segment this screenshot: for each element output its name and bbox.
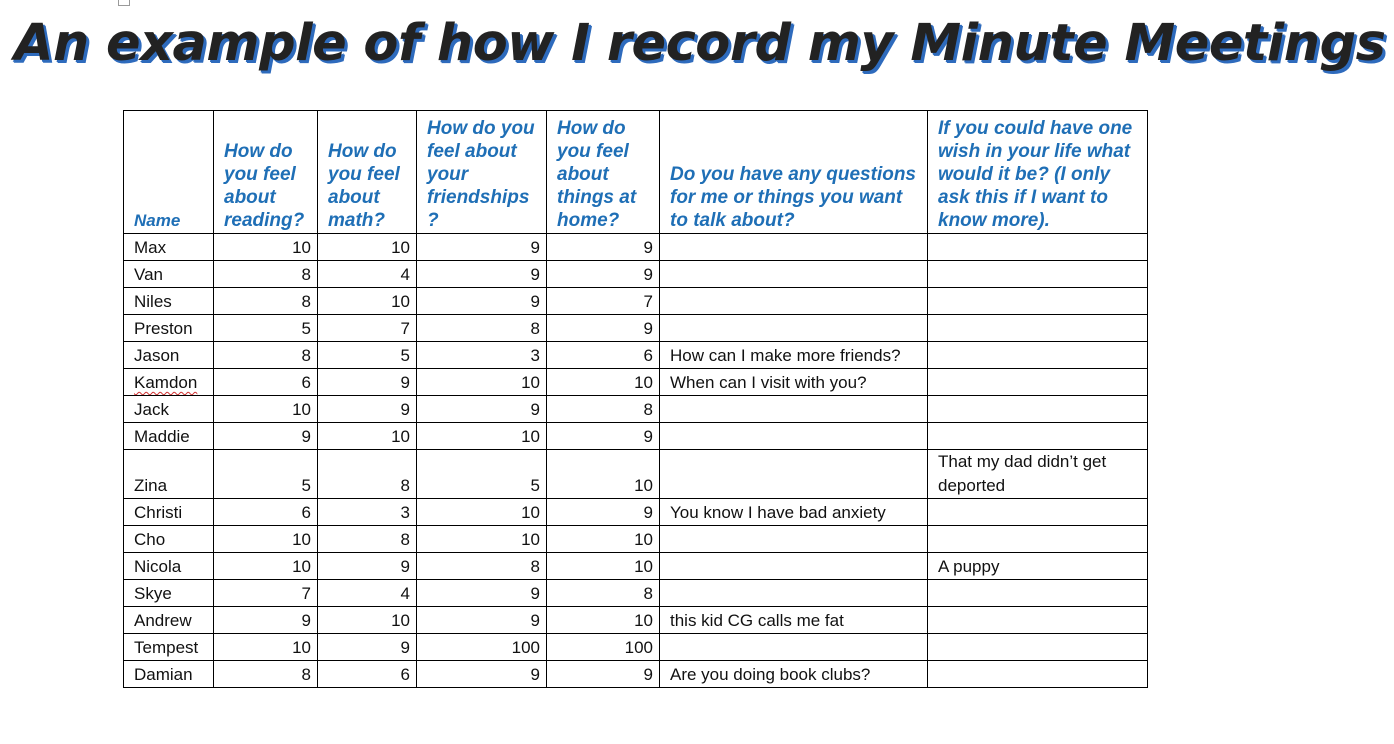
cell-friendships: 9 xyxy=(417,288,547,315)
cell-reading: 8 xyxy=(214,288,318,315)
cell-questions xyxy=(660,261,928,288)
cell-math: 10 xyxy=(318,288,417,315)
cell-wish: A puppy xyxy=(928,553,1148,580)
cell-wish xyxy=(928,634,1148,661)
cell-questions: When can I visit with you? xyxy=(660,369,928,396)
cell-name: Niles xyxy=(124,288,214,315)
cell-questions xyxy=(660,553,928,580)
table-row xyxy=(124,553,1148,580)
cell-home: 10 xyxy=(547,553,660,580)
cell-reading: 5 xyxy=(214,450,318,499)
cell-friendships: 10 xyxy=(417,499,547,526)
cell-friendships: 9 xyxy=(417,661,547,688)
table-row xyxy=(124,634,1148,661)
cell-home: 100 xyxy=(547,634,660,661)
cell-questions xyxy=(660,234,928,261)
cell-home: 10 xyxy=(547,369,660,396)
cell-questions xyxy=(660,396,928,423)
page-title: An example of how I record my Minute Meetings xyxy=(14,14,1386,73)
cell-wish xyxy=(928,342,1148,369)
cell-home: 9 xyxy=(547,499,660,526)
cell-home: 9 xyxy=(547,423,660,450)
cell-reading: 5 xyxy=(214,315,318,342)
cell-reading: 10 xyxy=(214,234,318,261)
cell-wish xyxy=(928,526,1148,553)
cell-reading: 10 xyxy=(214,396,318,423)
minute-meetings-table xyxy=(123,110,1148,688)
cell-questions xyxy=(660,315,928,342)
cell-home: 9 xyxy=(547,234,660,261)
cell-wish xyxy=(928,369,1148,396)
cell-math: 9 xyxy=(318,396,417,423)
table-row xyxy=(124,450,1148,499)
cell-name: Zina xyxy=(124,450,214,499)
cell-wish xyxy=(928,607,1148,634)
cell-math: 10 xyxy=(318,423,417,450)
cell-friendships: 9 xyxy=(417,396,547,423)
table-row xyxy=(124,526,1148,553)
table-row xyxy=(124,342,1148,369)
table-row xyxy=(124,423,1148,450)
cell-questions xyxy=(660,288,928,315)
cell-reading: 10 xyxy=(214,553,318,580)
cell-name xyxy=(124,369,214,396)
cell-reading: 8 xyxy=(214,342,318,369)
cell-wish xyxy=(928,580,1148,607)
cell-reading: 10 xyxy=(214,634,318,661)
cell-questions xyxy=(660,580,928,607)
cell-friendships: 10 xyxy=(417,423,547,450)
header-row xyxy=(124,111,1148,234)
cell-home: 10 xyxy=(547,526,660,553)
cell-wish: That my dad didn’t get deported xyxy=(928,450,1148,499)
table-row xyxy=(124,315,1148,342)
cell-name: Tempest xyxy=(124,634,214,661)
cell-name: Cho xyxy=(124,526,214,553)
cell-wish xyxy=(928,315,1148,342)
cell-reading: 8 xyxy=(214,661,318,688)
cell-name: Jack xyxy=(124,396,214,423)
cell-name: Max xyxy=(124,234,214,261)
cell-questions xyxy=(660,423,928,450)
cell-math: 4 xyxy=(318,261,417,288)
cell-math: 9 xyxy=(318,369,417,396)
cell-reading: 6 xyxy=(214,369,318,396)
cell-home: 8 xyxy=(547,580,660,607)
table-row xyxy=(124,261,1148,288)
table-row xyxy=(124,499,1148,526)
text-boundary-mark xyxy=(118,0,130,6)
cell-friendships: 100 xyxy=(417,634,547,661)
cell-name: Damian xyxy=(124,661,214,688)
cell-math: 9 xyxy=(318,553,417,580)
cell-wish xyxy=(928,499,1148,526)
column-header-reading: How do you feel about reading? xyxy=(214,111,318,234)
cell-reading: 9 xyxy=(214,423,318,450)
cell-home: 8 xyxy=(547,396,660,423)
cell-name: Van xyxy=(124,261,214,288)
cell-home: 10 xyxy=(547,607,660,634)
cell-reading: 7 xyxy=(214,580,318,607)
cell-questions: You know I have bad anxiety xyxy=(660,499,928,526)
cell-questions: Are you doing book clubs? xyxy=(660,661,928,688)
cell-friendships: 8 xyxy=(417,315,547,342)
cell-friendships: 9 xyxy=(417,234,547,261)
cell-name: Andrew xyxy=(124,607,214,634)
cell-math: 6 xyxy=(318,661,417,688)
cell-math: 3 xyxy=(318,499,417,526)
cell-friendships: 10 xyxy=(417,369,547,396)
column-header-wish: If you could have one wish in your life what would it be? (I only ask this if I want to know more). xyxy=(928,111,1148,234)
cell-wish xyxy=(928,661,1148,688)
spellcheck-flag: Kamdon xyxy=(134,373,198,392)
cell-friendships: 9 xyxy=(417,580,547,607)
table-row xyxy=(124,288,1148,315)
cell-home: 9 xyxy=(547,315,660,342)
cell-name: Jason xyxy=(124,342,214,369)
cell-name: Preston xyxy=(124,315,214,342)
cell-friendships: 9 xyxy=(417,261,547,288)
table-row xyxy=(124,234,1148,261)
cell-reading: 6 xyxy=(214,499,318,526)
cell-questions xyxy=(660,450,928,499)
cell-math: 7 xyxy=(318,315,417,342)
cell-friendships: 9 xyxy=(417,607,547,634)
cell-name: Skye xyxy=(124,580,214,607)
cell-math: 8 xyxy=(318,450,417,499)
cell-friendships: 8 xyxy=(417,553,547,580)
table-row xyxy=(124,580,1148,607)
cell-friendships: 3 xyxy=(417,342,547,369)
cell-home: 9 xyxy=(547,661,660,688)
cell-math: 8 xyxy=(318,526,417,553)
table-row xyxy=(124,369,1148,396)
table-row xyxy=(124,396,1148,423)
cell-wish xyxy=(928,423,1148,450)
column-header-home: How do you feel about things at home? xyxy=(547,111,660,234)
column-header-math: How do you feel about math? xyxy=(318,111,417,234)
cell-questions xyxy=(660,634,928,661)
table-row xyxy=(124,607,1148,634)
cell-math: 9 xyxy=(318,634,417,661)
cell-wish xyxy=(928,396,1148,423)
cell-name: Maddie xyxy=(124,423,214,450)
cell-reading: 10 xyxy=(214,526,318,553)
cell-questions: How can I make more friends? xyxy=(660,342,928,369)
cell-reading: 9 xyxy=(214,607,318,634)
cell-home: 6 xyxy=(547,342,660,369)
table-row xyxy=(124,661,1148,688)
cell-wish xyxy=(928,261,1148,288)
cell-math: 10 xyxy=(318,607,417,634)
cell-name: Nicola xyxy=(124,553,214,580)
cell-questions: this kid CG calls me fat xyxy=(660,607,928,634)
cell-math: 10 xyxy=(318,234,417,261)
cell-wish xyxy=(928,234,1148,261)
cell-reading: 8 xyxy=(214,261,318,288)
cell-friendships: 5 xyxy=(417,450,547,499)
cell-home: 10 xyxy=(547,450,660,499)
cell-name: Christi xyxy=(124,499,214,526)
cell-questions xyxy=(660,526,928,553)
cell-math: 4 xyxy=(318,580,417,607)
cell-math: 5 xyxy=(318,342,417,369)
column-header-friendships: How do you feel about your friendships ? xyxy=(417,111,547,234)
cell-wish xyxy=(928,288,1148,315)
column-header-name: Name xyxy=(124,111,214,234)
cell-home: 9 xyxy=(547,261,660,288)
cell-friendships: 10 xyxy=(417,526,547,553)
table-body xyxy=(124,234,1148,688)
cell-home: 7 xyxy=(547,288,660,315)
column-header-questions: Do you have any questions for me or things you want to talk about? xyxy=(660,111,928,234)
